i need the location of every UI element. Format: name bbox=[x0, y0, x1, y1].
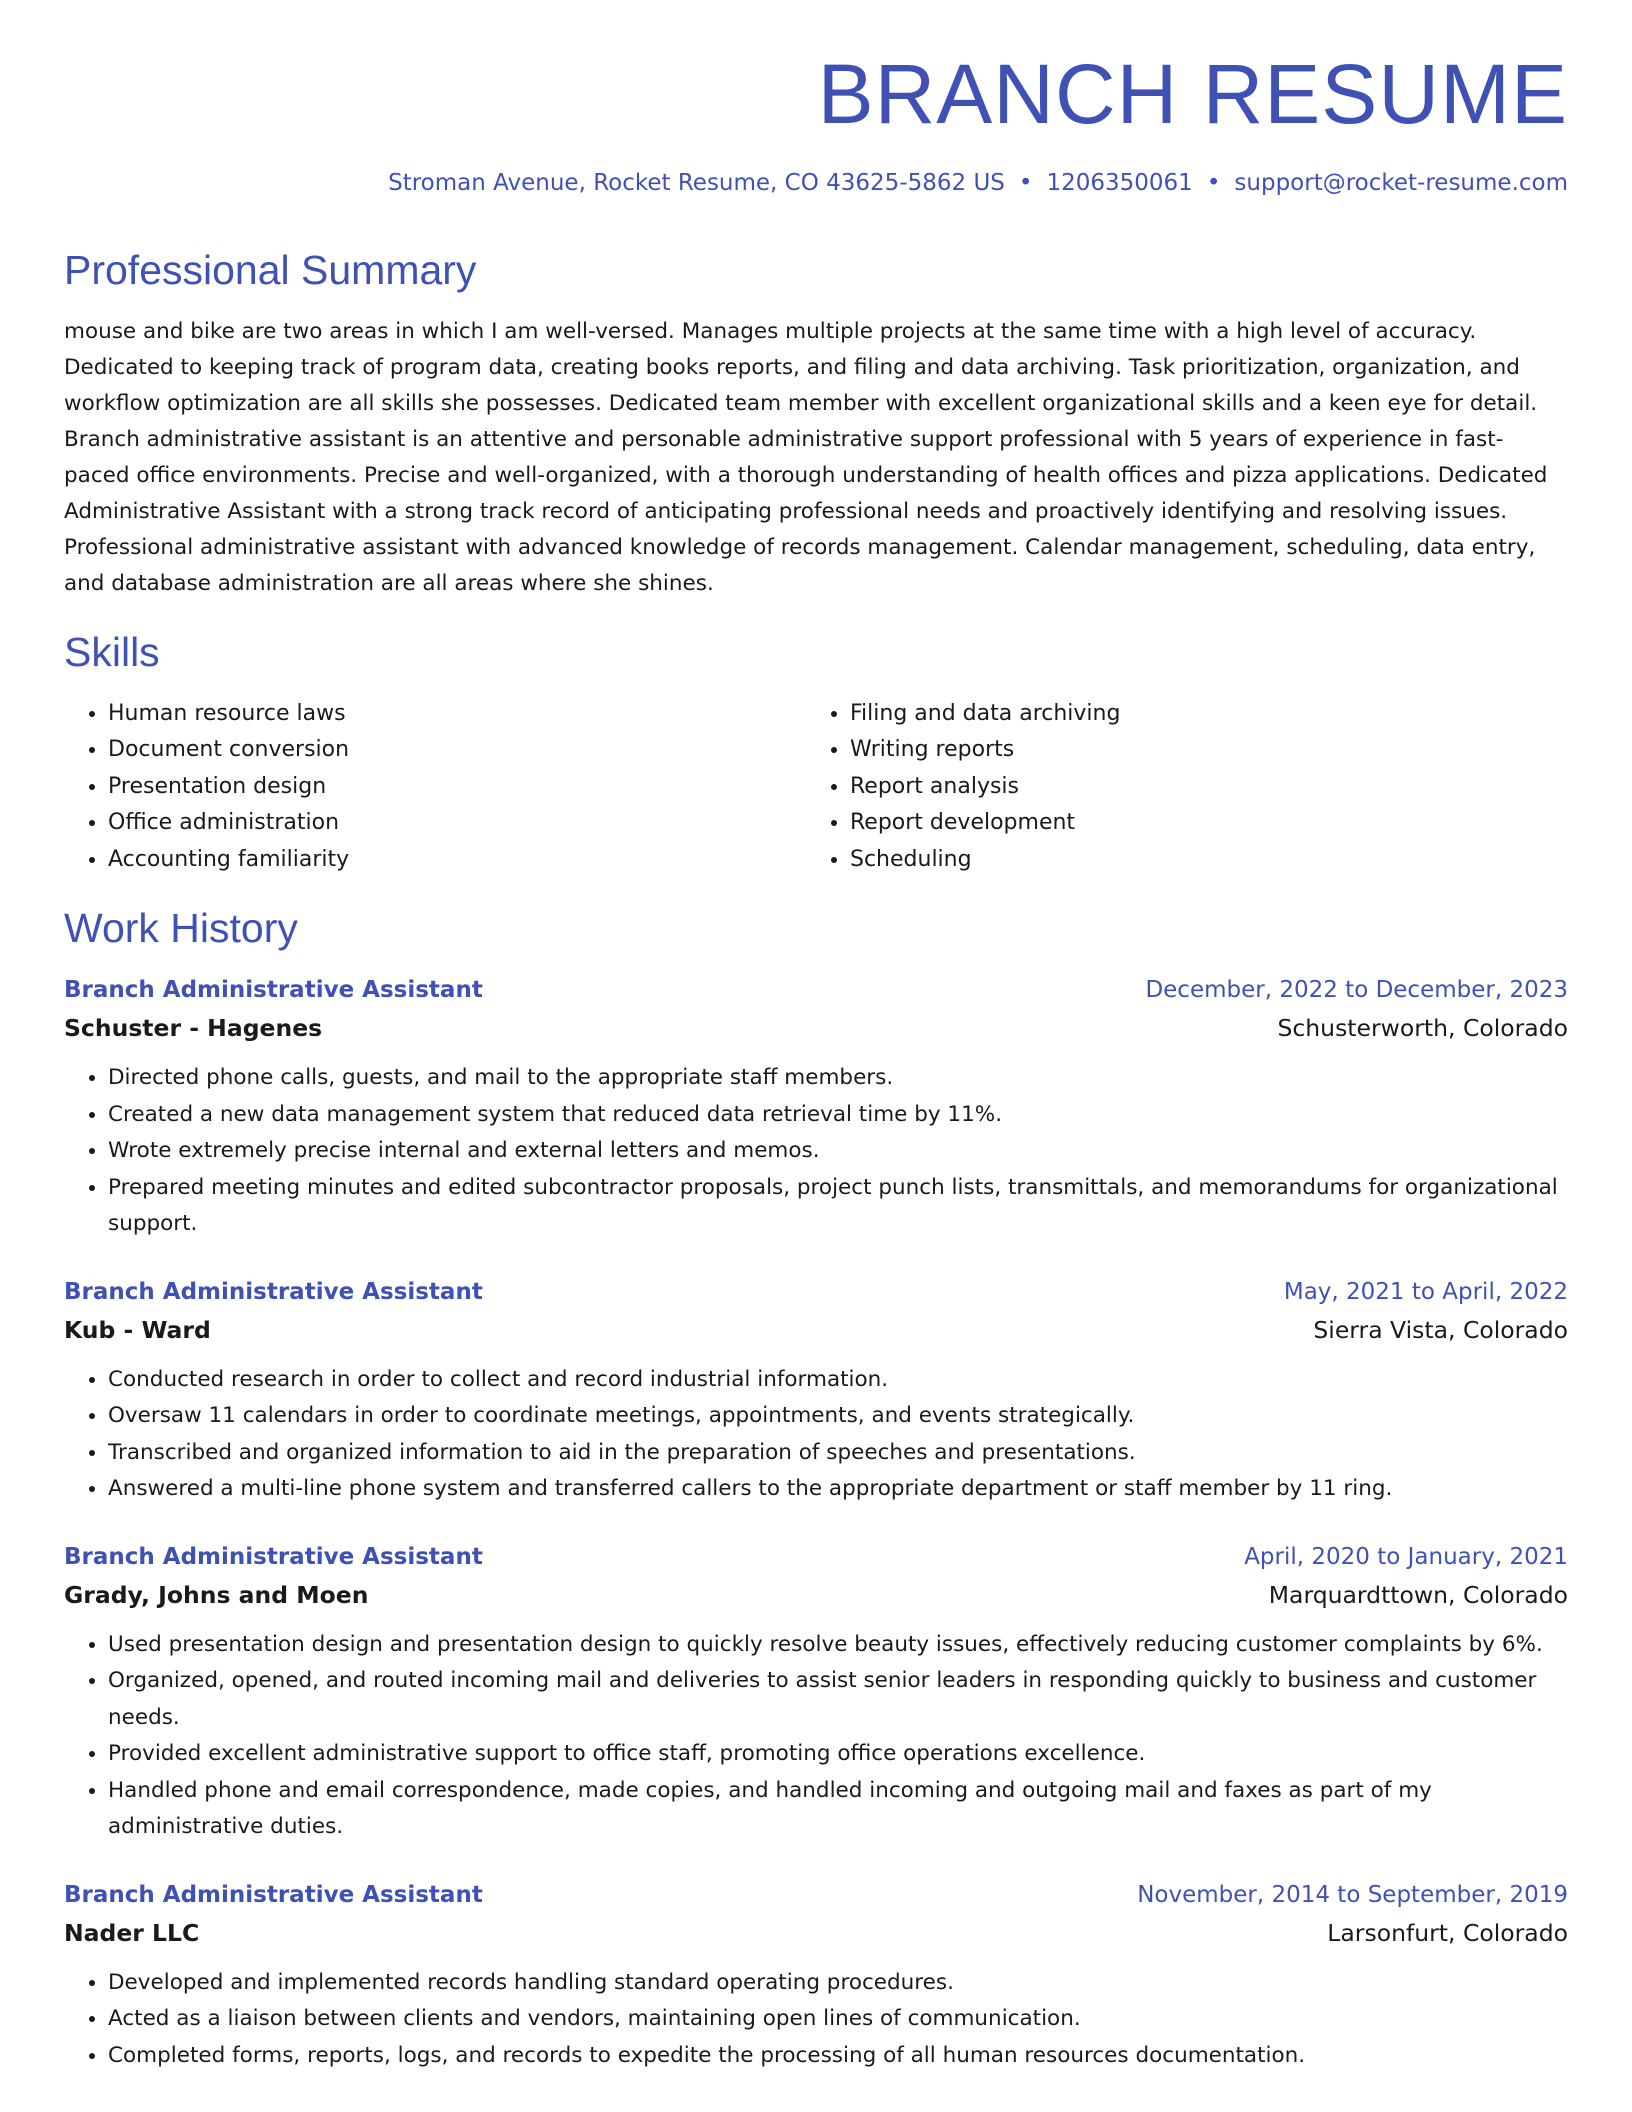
job-bullet: • Developed and implemented records handling standard operating procedures. bbox=[108, 1965, 1568, 2002]
job-location: Larsonfurt, Colorado bbox=[1327, 1918, 1568, 1947]
skill-item: • Accounting familiarity bbox=[108, 842, 806, 879]
job-title: Branch Administrative Assistant bbox=[64, 977, 483, 1004]
skill-item: • Human resource laws bbox=[108, 696, 806, 733]
job-location: Schusterworth, Colorado bbox=[1277, 1014, 1568, 1043]
skill-item: • Filing and data archiving bbox=[850, 696, 1548, 733]
job-bullets bbox=[64, 1965, 1568, 2075]
skill-item: • Scheduling bbox=[850, 842, 1548, 879]
job-bullet: • Used presentation design and presentation design to quickly resolve beauty issues, effectively reducing customer complaints by 6%. bbox=[108, 1627, 1568, 1664]
skill-item: • Report analysis bbox=[850, 769, 1548, 806]
job-header-row bbox=[64, 1876, 1568, 1914]
job-bullet: • Organized, opened, and routed incoming mail and deliveries to assist senior leaders in responding quickly to business and customer needs. bbox=[108, 1663, 1568, 1736]
address-text: Stroman Avenue, Rocket Resume, CO 43625-5862 US bbox=[388, 170, 1005, 196]
job-location: Sierra Vista, Colorado bbox=[1313, 1315, 1568, 1344]
company-name: Schuster - Hagenes bbox=[64, 1014, 323, 1043]
separator-dot: • bbox=[1206, 170, 1221, 196]
candidate-name: BRANCH RESUME bbox=[817, 47, 1568, 141]
skills-column-left bbox=[64, 696, 806, 879]
job-header-row bbox=[64, 971, 1568, 1009]
email-text: support@rocket-resume.com bbox=[1234, 170, 1568, 196]
job-bullet: • Created a new data management system that reduced data retrieval time by 11%. bbox=[108, 1097, 1568, 1134]
job-bullet: • Prepared meeting minutes and edited subcontractor proposals, project punch lists, transmittals, and memorandums for organizational support. bbox=[108, 1170, 1568, 1243]
job-bullet: • Directed phone calls, guests, and mail to the appropriate staff members. bbox=[108, 1060, 1568, 1097]
company-name: Kub - Ward bbox=[64, 1315, 211, 1344]
summary-text: mouse and bike are two areas in which I am well-versed. Manages multiple projects at the same time with a high level of accuracy. Dedicated to keeping track of program data, creating books reports, and filing and data archiving. Task prioritization, organization, and workflow optimization are all skills she possesses. Dedicated team member with excellent organizational skills and a keen eye for detail. Branch administrative assistant is an attentive and personable administrative support professional with 5 years of experience in fast-paced office environments. Precise and well-organized, with a thorough understanding of health offices and pizza applications. Dedicated Administrative Assistant with a strong track record of anticipating professional needs and proactively identifying and resolving issues. Professional administrative assistant with advanced knowledge of records management. Calendar management, scheduling, data entry, and database administration are all areas where she shines. bbox=[64, 318, 1548, 596]
separator-dot: • bbox=[1018, 170, 1033, 196]
job-bullet: • Transcribed and organized information to aid in the preparation of speeches and presentations. bbox=[108, 1435, 1568, 1472]
skill-item: • Office administration bbox=[108, 805, 806, 842]
job-dates: May, 2021 to April, 2022 bbox=[1283, 1278, 1568, 1305]
job-bullet: • Completed forms, reports, logs, and records to expedite the processing of all human resources documentation. bbox=[108, 2038, 1568, 2075]
job-entry bbox=[64, 971, 1568, 1243]
skills-list bbox=[64, 696, 1568, 879]
job-title: Branch Administrative Assistant bbox=[64, 1881, 483, 1908]
job-location: Marquardttown, Colorado bbox=[1268, 1580, 1568, 1609]
job-company-row bbox=[64, 1914, 1568, 1952]
job-bullet: • Conducted research in order to collect and record industrial information. bbox=[108, 1362, 1568, 1399]
skill-item: • Document conversion bbox=[108, 732, 806, 769]
job-bullet: • Wrote extremely precise internal and external letters and memos. bbox=[108, 1133, 1568, 1170]
job-title: Branch Administrative Assistant bbox=[64, 1278, 483, 1305]
job-entry bbox=[64, 1538, 1568, 1846]
job-bullet: • Acted as a liaison between clients and vendors, maintaining open lines of communication. bbox=[108, 2001, 1568, 2038]
job-title: Branch Administrative Assistant bbox=[64, 1543, 483, 1570]
section-title-summary: Professional Summary bbox=[64, 246, 477, 293]
job-bullets bbox=[64, 1627, 1568, 1846]
section-title-skills: Skills bbox=[64, 628, 160, 675]
job-company-row bbox=[64, 1576, 1568, 1614]
job-bullets bbox=[64, 1362, 1568, 1508]
job-dates: April, 2020 to January, 2021 bbox=[1244, 1543, 1568, 1570]
job-header-row bbox=[64, 1538, 1568, 1576]
job-header-row bbox=[64, 1273, 1568, 1311]
job-bullet: • Answered a multi-line phone system and transferred callers to the appropriate department or staff member by 11 ring. bbox=[108, 1471, 1568, 1508]
section-title-work-history: Work History bbox=[64, 905, 298, 952]
job-entry bbox=[64, 1273, 1568, 1508]
skills-column-right bbox=[806, 696, 1548, 879]
job-company-row bbox=[64, 1311, 1568, 1349]
contact-line bbox=[64, 170, 1568, 198]
job-company-row bbox=[64, 1009, 1568, 1047]
job-dates: November, 2014 to September, 2019 bbox=[1137, 1881, 1568, 1908]
job-dates: December, 2022 to December, 2023 bbox=[1145, 977, 1568, 1004]
company-name: Nader LLC bbox=[64, 1918, 200, 1947]
company-name: Grady, Johns and Moen bbox=[64, 1580, 369, 1609]
skill-item: • Presentation design bbox=[108, 769, 806, 806]
job-bullet: • Provided excellent administrative support to office staff, promoting office operations excellence. bbox=[108, 1736, 1568, 1773]
job-entry bbox=[64, 1876, 1568, 2075]
skill-item: • Report development bbox=[850, 805, 1548, 842]
phone-text: 1206350061 bbox=[1046, 170, 1193, 196]
resume-header bbox=[64, 47, 1568, 198]
job-bullet: • Oversaw 11 calendars in order to coordinate meetings, appointments, and events strategically. bbox=[108, 1398, 1568, 1435]
job-bullets bbox=[64, 1060, 1568, 1243]
job-bullet: • Handled phone and email correspondence, made copies, and handled incoming and outgoing mail and faxes as part of my administrative duties. bbox=[108, 1773, 1568, 1846]
skill-item: • Writing reports bbox=[850, 732, 1548, 769]
